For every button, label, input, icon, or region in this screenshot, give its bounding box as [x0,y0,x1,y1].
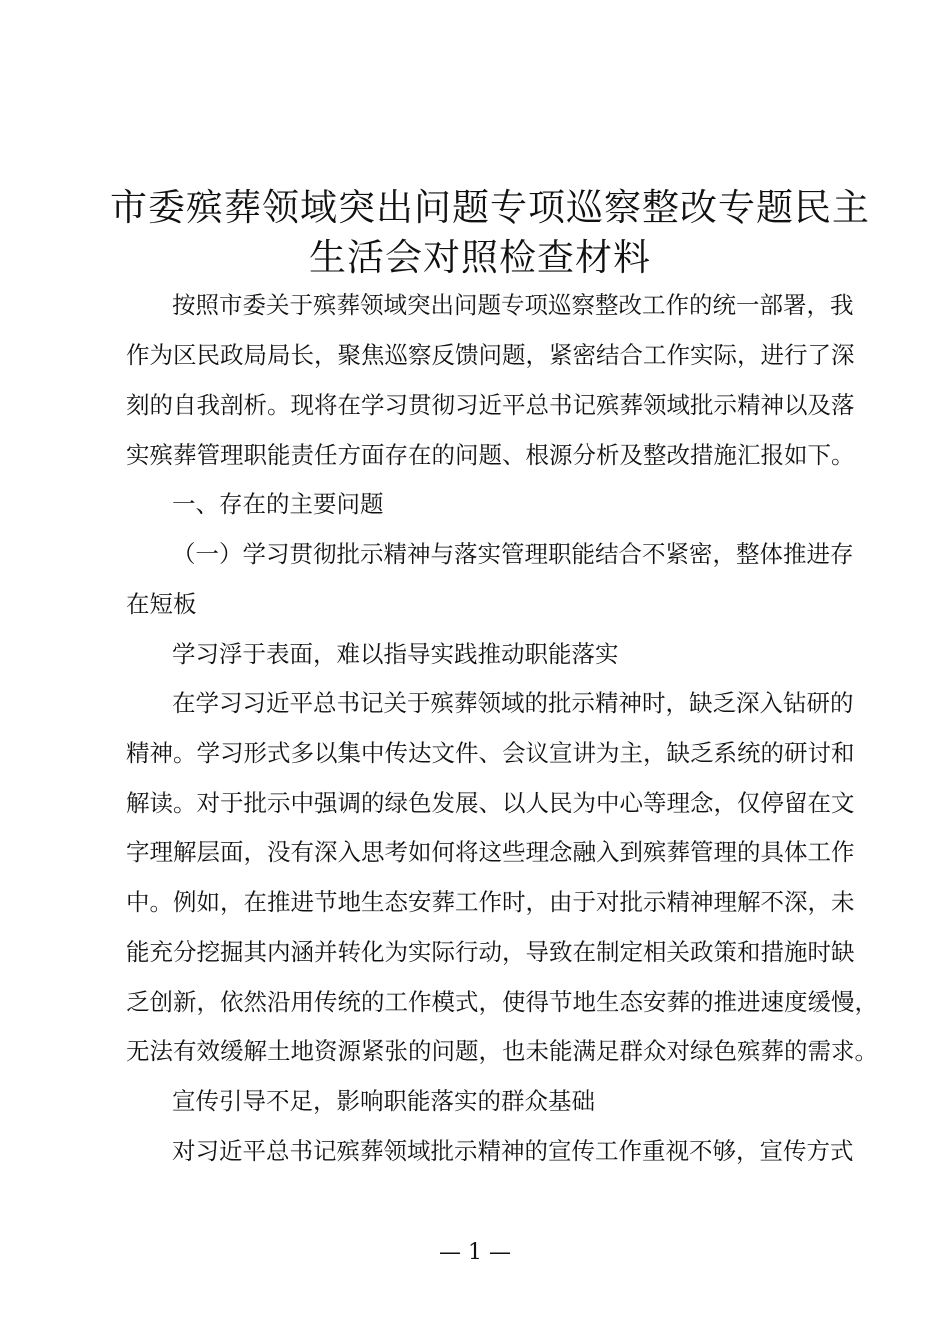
section-heading: 一、存在的主要问题 [172,490,384,518]
subsection-heading-continued: 在短板 [126,590,197,618]
paragraph-line: 字理解层面，没有深入思考如何将这些理念融入到殡葬管理的具体工作 [126,838,855,866]
paragraph-line: 实殡葬管理职能责任方面存在的问题、根源分析及整改措施汇报如下。 [126,441,855,469]
document-title-line-2: 生活会对照检查材料 [309,236,651,279]
paragraph-line: 解读。对于批示中强调的绿色发展、以人民为中心等理念，仅停留在文 [126,789,855,817]
paragraph-line: 中。例如，在推进节地生态安葬工作时，由于对批示精神理解不深，未 [126,888,855,916]
paragraph-line: 按照市委关于殡葬领域突出问题专项巡察整改工作的统一部署，我 [172,291,854,319]
point-heading: 宣传引导不足，影响职能落实的群众基础 [172,1087,595,1115]
document-title-line-1: 市委殡葬领域突出问题专项巡察整改专题民主 [110,186,870,229]
paragraph-line: 精神。学习形式多以集中传达文件、会议宣讲为主，缺乏系统的研讨和 [126,739,855,767]
paragraph-line: 对习近平总书记殡葬领域批示精神的宣传工作重视不够，宣传方式 [172,1137,854,1165]
paragraph-line: 无法有效缓解土地资源紧张的问题，也未能满足群众对绿色殡葬的需求。 [126,1037,878,1065]
paragraph-line: 乏创新，依然沿用传统的工作模式，使得节地生态安葬的推进速度缓慢， [126,988,878,1016]
page-number: — 1 — [439,1240,511,1265]
point-heading: 学习浮于表面，难以指导实践推动职能落实 [172,640,619,668]
paragraph-line: 能充分挖掘其内涵并转化为实际行动，导致在制定相关政策和措施时缺 [126,938,855,966]
paragraph-line: 刻的自我剖析。现将在学习贯彻习近平总书记殡葬领域批示精神以及落 [126,391,855,419]
paragraph-line: 在学习习近平总书记关于殡葬领域的批示精神时，缺乏深入钻研的 [172,689,854,717]
subsection-heading: （一）学习贯彻批示精神与落实管理职能结合不紧密，整体推进存 [172,540,854,568]
paragraph-line: 作为区民政局局长，聚焦巡察反馈问题，紧密结合工作实际，进行了深 [126,341,855,369]
